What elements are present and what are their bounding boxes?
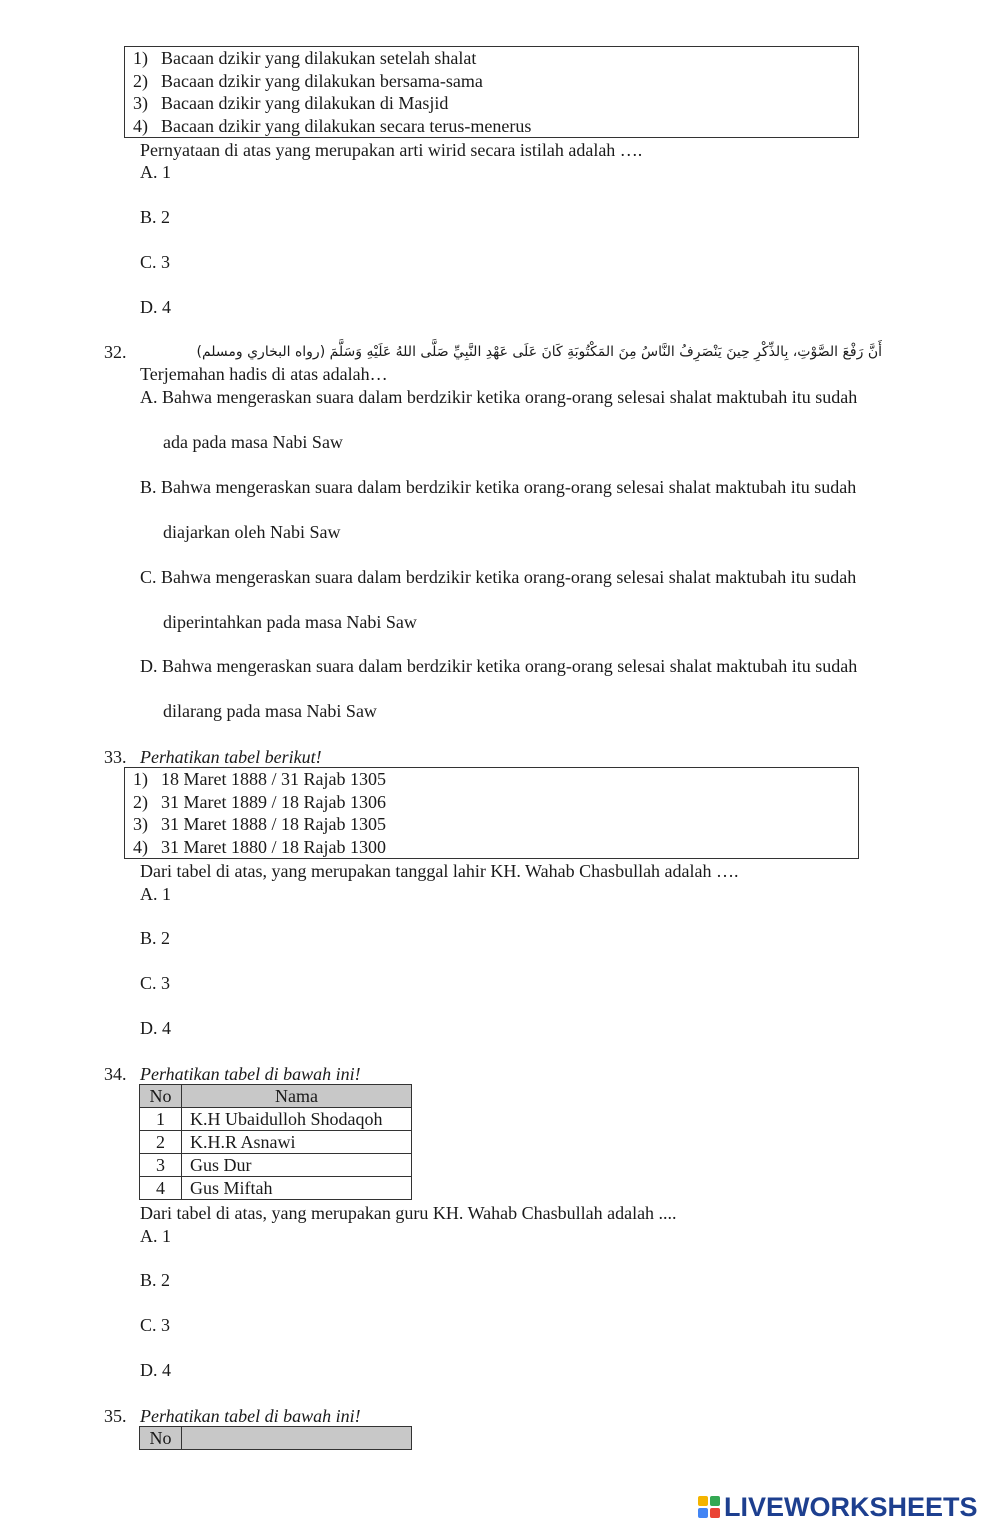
q32-option-b-continued[interactable]: diajarkan oleh Nabi Saw bbox=[163, 522, 341, 542]
q31-option-a[interactable]: A. 1 bbox=[140, 162, 171, 182]
q32-question: Terjemahan hadis di atas adalah… bbox=[140, 364, 388, 384]
table-header-nama: Nama bbox=[182, 1085, 412, 1108]
q33-date-box bbox=[124, 767, 859, 859]
q32-option-c-continued[interactable]: diperintahkan pada masa Nabi Saw bbox=[163, 612, 417, 632]
q35-table bbox=[139, 1426, 412, 1450]
q33-number: 33. bbox=[104, 747, 127, 767]
q32-option-d[interactable]: D. Bahwa mengeraskan suara dalam berdzikir ketika orang-orang selesai shalat maktubah itu sudah bbox=[140, 656, 858, 676]
liveworksheets-wordmark: LIVEWORKSHEETS bbox=[724, 1492, 978, 1522]
q32-option-c[interactable]: C. Bahwa mengeraskan suara dalam berdzikir ketika orang-orang selesai shalat maktubah itu sudah bbox=[140, 567, 857, 587]
table-cell-nama: K.H.R Asnawi bbox=[182, 1131, 412, 1154]
q32-arabic-hadith: أَنَّ رَفْعَ الصَّوْتِ، بِالذِّكْرِ حِينَ يَنْصَرِفُ النَّاسُ مِنَ المَكْتُوبَةِ كَانَ عَلَى عَهْدِ النَّبِيِّ صَلَّى اللهُ عَلَيْهِ وَسَلَّمَ (رواه البخاري ومسلم) bbox=[196, 344, 882, 360]
q35-number: 35. bbox=[104, 1406, 127, 1426]
q34-option-b[interactable]: B. 2 bbox=[140, 1270, 171, 1290]
q33-instruction: Perhatikan tabel berikut! bbox=[140, 747, 322, 767]
table-header-no: No bbox=[140, 1085, 182, 1108]
table-cell-nama: Gus Miftah bbox=[182, 1177, 412, 1200]
q32-number: 32. bbox=[104, 342, 127, 362]
q33-date-1: 1) 18 Maret 1888 / 31 Rajab 1305 bbox=[133, 769, 386, 789]
q34-option-d[interactable]: D. 4 bbox=[140, 1360, 171, 1380]
table-cell-nama: Gus Dur bbox=[182, 1154, 412, 1177]
table-cell-no: 4 bbox=[140, 1177, 182, 1200]
table-row bbox=[140, 1131, 412, 1154]
q31-option-b[interactable]: B. 2 bbox=[140, 207, 171, 227]
q32-option-b[interactable]: B. Bahwa mengeraskan suara dalam berdzikir ketika orang-orang selesai shalat maktubah itu sudah bbox=[140, 477, 857, 497]
q32-option-d-continued[interactable]: dilarang pada masa Nabi Saw bbox=[163, 701, 377, 721]
q31-question: Pernyataan di atas yang merupakan arti wirid secara istilah adalah …. bbox=[140, 140, 643, 160]
q31-statement-3: 3) Bacaan dzikir yang dilakukan di Masjid bbox=[133, 93, 449, 113]
q33-date-3: 3) 31 Maret 1888 / 18 Rajab 1305 bbox=[133, 814, 386, 834]
q31-statement-4: 4) Bacaan dzikir yang dilakukan secara terus-menerus bbox=[133, 115, 532, 136]
logo-square-4 bbox=[710, 1508, 720, 1518]
logo-square-1 bbox=[698, 1496, 708, 1506]
q33-option-c[interactable]: C. 3 bbox=[140, 973, 171, 993]
table-cell-no: 3 bbox=[140, 1154, 182, 1177]
table-cell-nama: K.H Ubaidulloh Shodaqoh bbox=[182, 1108, 412, 1131]
liveworksheets-logo bbox=[698, 1494, 978, 1520]
table-cell-no: 2 bbox=[140, 1131, 182, 1154]
q34-name-table bbox=[139, 1084, 412, 1200]
logo-square-3 bbox=[698, 1508, 708, 1518]
table-header-no: No bbox=[140, 1427, 182, 1450]
table-row bbox=[140, 1108, 412, 1131]
q31-option-d[interactable]: D. 4 bbox=[140, 297, 171, 317]
q33-option-b[interactable]: B. 2 bbox=[140, 928, 171, 948]
q33-date-2: 2) 31 Maret 1889 / 18 Rajab 1306 bbox=[133, 791, 386, 812]
logo-square-2 bbox=[710, 1496, 720, 1506]
table-header-row bbox=[140, 1085, 412, 1108]
q34-option-c[interactable]: C. 3 bbox=[140, 1315, 171, 1335]
q32-option-a[interactable]: A. Bahwa mengeraskan suara dalam berdzikir ketika orang-orang selesai shalat maktubah itu sudah bbox=[140, 387, 858, 407]
table-row bbox=[140, 1154, 412, 1177]
q33-question: Dari tabel di atas, yang merupakan tanggal lahir KH. Wahab Chasbullah adalah …. bbox=[140, 861, 739, 881]
q33-date-4: 4) 31 Maret 1880 / 18 Rajab 1300 bbox=[133, 836, 386, 857]
q32-option-a-continued[interactable]: ada pada masa Nabi Saw bbox=[163, 432, 343, 452]
q34-question: Dari tabel di atas, yang merupakan guru KH. Wahab Chasbullah adalah .... bbox=[140, 1203, 677, 1223]
q31-statement-box bbox=[124, 46, 859, 138]
q33-option-a[interactable]: A. 1 bbox=[140, 884, 171, 904]
q31-statement-1: 1) Bacaan dzikir yang dilakukan setelah shalat bbox=[133, 48, 477, 68]
q33-option-d[interactable]: D. 4 bbox=[140, 1018, 171, 1038]
liveworksheets-logo-icon bbox=[698, 1496, 720, 1518]
q34-number: 34. bbox=[104, 1064, 127, 1084]
q34-option-a[interactable]: A. 1 bbox=[140, 1226, 171, 1246]
table-row bbox=[140, 1177, 412, 1200]
q31-option-c[interactable]: C. 3 bbox=[140, 252, 171, 272]
q34-instruction: Perhatikan tabel di bawah ini! bbox=[140, 1064, 361, 1084]
table-header-row bbox=[140, 1427, 412, 1450]
table-header-blank bbox=[182, 1427, 412, 1450]
table-cell-no: 1 bbox=[140, 1108, 182, 1131]
q31-statement-2: 2) Bacaan dzikir yang dilakukan bersama-sama bbox=[133, 70, 483, 91]
q35-instruction: Perhatikan tabel di bawah ini! bbox=[140, 1406, 361, 1426]
